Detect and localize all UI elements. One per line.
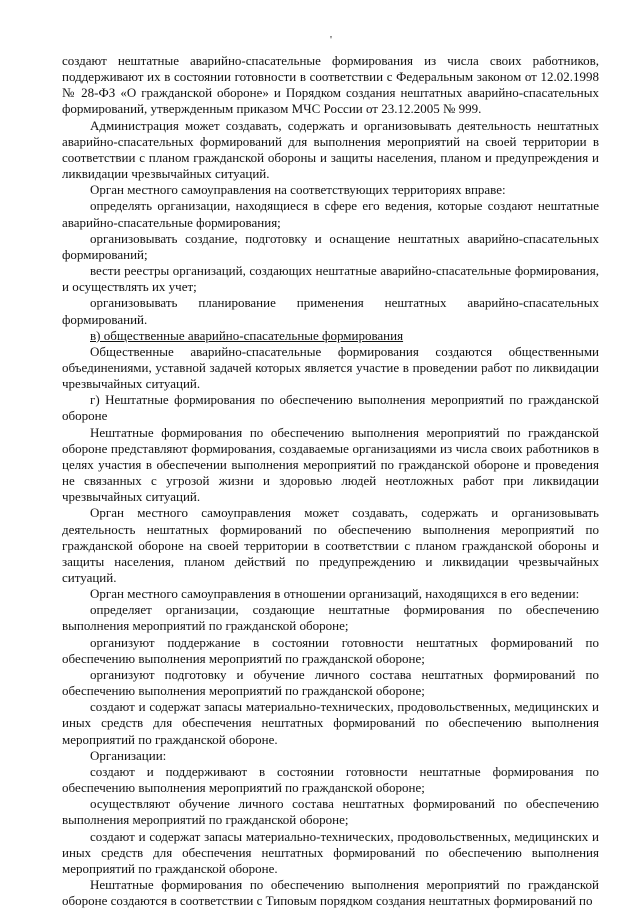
list-item-create-stocks: создают и содержат запасы материально-технических, продовольственных, медицинских и иных средств для обеспечения нештатных формирований по обеспечению выполнения мероприятий по гражданской обороне. (62, 699, 599, 747)
section-heading-civil-defense-formations: г) Нештатные формирования по обеспечению выполнения мероприятий по гражданской обороне (62, 392, 599, 424)
paragraph-local-authority-may-create: Орган местного самоуправления может создавать, содержать и организовывать деятельность нештатных формирований по обеспечению выполнения мероприятий по гражданской обороне на своей территории в соответствии с планом гражданской обороны и защиты населения, планом действий по предупреждению и ликвидации чрезвычайных ситуаций. (62, 505, 599, 585)
paragraph-continuation: создают нештатные аварийно-спасательные формирования из числа своих работников, поддерживают их в состоянии готовности в соответствии с Федеральным законом от 12.02.1998 № 28-ФЗ «О гражданской обороне» и Порядком создания нештатных аварийно-спасательных формирований, утвержденным приказом МЧС России от 23.12.2005 № 999. (62, 53, 599, 117)
list-item-organize-creation: организовывать создание, подготовку и оснащение нештатных аварийно-спасательных формирований; (62, 230, 599, 262)
list-item-organize-training: организуют подготовку и обучение личного состава нештатных формирований по обеспечению выполнения мероприятий по гражданской обороне; (62, 666, 599, 699)
document-body (62, 53, 599, 909)
list-item-org-stocks: создают и содержат запасы материально-технических, продовольственных, медицинских и иных средств для обеспечения нештатных формирований по обеспечению выполнения мероприятий по гражданской обороне. (62, 828, 599, 876)
paragraph-local-authority-rights: Орган местного самоуправления на соответствующих территориях вправе: (90, 182, 506, 198)
paragraph-local-authority-relation: Орган местного самоуправления в отношении организаций, находящихся в его ведении: (90, 586, 580, 602)
paragraph-typical-procedure: Нештатные формирования по обеспечению выполнения мероприятий по гражданской обороне создаются в соответствии с Типовым порядком создания нештатных формирований по (62, 876, 599, 909)
list-item-org-create-maintain: создают и поддерживают в состоянии готовности нештатные формирования по обеспечению выполнения мероприятий по гражданской обороне; (62, 763, 599, 796)
list-item-defines-organizations: определяет организации, создающие нештатные формирования по обеспечению выполнения мероприятий по гражданской обороне; (62, 602, 599, 634)
page-mark: ' (330, 34, 332, 46)
list-item-maintain-readiness: организуют поддержание в состоянии готовности нештатных формирований по обеспечению выполнения мероприятий по гражданской обороне; (62, 634, 599, 666)
paragraph-administration: Администрация может создавать, содержать и организовывать деятельность нештатных аварийно-спасательных формирований для выполнения мероприятий на своей территории в соответствии с планом гражданской обороны и защиты населения, планом и предупреждения и ликвидации чрезвычайных ситуаций. (62, 117, 599, 182)
list-item-org-training: осуществляют обучение личного состава нештатных формирований по обеспечению выполнения мероприятий по гражданской обороне; (62, 796, 599, 828)
list-item-keep-registers: вести реестры организаций, создающих нештатные аварийно-спасательные формирования, и осуществлять их учет; (62, 263, 599, 295)
section-heading-public-formations-text: в) общественные аварийно-спасательные формирования (90, 327, 404, 343)
paragraph-civil-defense-formations: Нештатные формирования по обеспечению выполнения мероприятий по гражданской обороне представляют формирования, создаваемые организациями из числа своих работников в целях участия в обеспечении выполнения мероприятий по гражданской обороне и проведения не связанных с угрозой жизни и здоровью людей неотложных работ при ликвидации чрезвычайных ситуаций. (62, 424, 599, 505)
list-item-define-organizations: определять организации, находящиеся в сфере его ведения, которые создают нештатные аварийно-спасательные формирования; (62, 198, 599, 230)
section-heading-public-formations (62, 328, 599, 344)
paragraph-public-formations: Общественные аварийно-спасательные формирования создаются общественными объединениями, уставной задачей которых является участие в проведении работ по ликвидации чрезвычайных ситуаций. (62, 343, 599, 392)
paragraph-organizations-heading: Организации: (90, 747, 167, 763)
list-item-plan-application: организовывать планирование применения нештатных аварийно-спасательных формирований. (62, 295, 599, 327)
